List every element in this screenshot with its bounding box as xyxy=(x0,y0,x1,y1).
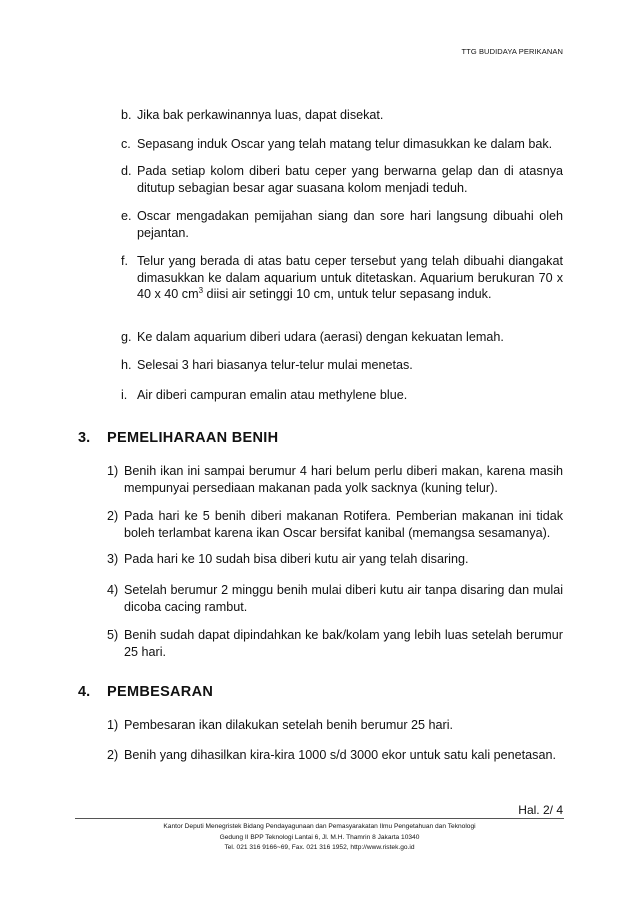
item-text: Pada hari ke 10 sudah bisa diberi kutu air yang telah disaring. xyxy=(124,552,469,566)
list-marker: b. xyxy=(121,108,132,122)
list-text: Pada setiap kolom diberi batu ceper yang berwarna gelap dan di atasnya ditutup sebagian besar agar suasana kolom menjadi teduh. xyxy=(137,164,563,195)
list-text: Telur yang berada di atas batu ceper tersebut yang telah dibuahi diangakat dimasukkan ke dalam aquarium untuk ditetaskan. Aquarium berukuran 70 x 40 x 40 $cm^3$ diisi air setinggi 10 cm, untuk telur sepasang induk. xyxy=(137,254,563,301)
footer xyxy=(75,822,564,854)
item-number: 2) xyxy=(107,748,119,762)
list-item xyxy=(121,136,563,153)
item-text: Setelah berumur 2 minggu benih mulai diberi kutu air tanpa disaring dan mulai dicoba cacing rambut. xyxy=(124,583,563,614)
list-text: Jika bak perkawinannya luas, dapat disekat. xyxy=(137,108,384,122)
list-item xyxy=(121,357,563,374)
numbered-item xyxy=(107,627,563,660)
list-item xyxy=(121,253,563,303)
item-number: 2) xyxy=(107,509,119,523)
item-text: Pada hari ke 5 benih diberi makanan Rotifera. Pemberian makanan ini tidak boleh terlambat karena ikan Oscar bersifat kanibal (memangsa sesamanya). xyxy=(124,509,563,540)
list-marker: c. xyxy=(121,137,131,151)
footer-line-1: Kantor Deputi Menegristek Bidang Pendayagunaan dan Pemasyarakatan Ilmu Pengetahuan dan Teknologi xyxy=(163,823,476,830)
numbered-item xyxy=(107,508,563,541)
list-marker: h. xyxy=(121,358,132,372)
numbered-item xyxy=(107,717,563,734)
list-text: Air diberi campuran emalin atau methylene blue. xyxy=(137,388,408,402)
page-number: Hal. 2/ 4 xyxy=(518,803,563,817)
section-title: PEMELIHARAAN BENIH xyxy=(107,430,279,446)
numbered-item xyxy=(107,551,563,568)
footer-divider xyxy=(75,818,564,819)
running-header: TTG BUDIDAYA PERIKANAN xyxy=(461,47,563,56)
item-text: Pembesaran ikan dilakukan setelah benih berumur 25 hari. xyxy=(124,718,454,732)
item-text: Benih sudah dapat dipindahkan ke bak/kolam yang lebih luas setelah berumur 25 hari. xyxy=(124,628,563,659)
list-item xyxy=(121,163,563,196)
list-marker: f. xyxy=(121,254,128,268)
section-number: 4. xyxy=(78,684,91,700)
numbered-item xyxy=(107,582,563,615)
list-marker: i. xyxy=(121,388,128,402)
list-marker: g. xyxy=(121,330,132,344)
list-item xyxy=(121,329,563,346)
numbered-item xyxy=(107,747,563,764)
footer-line-2: Gedung II BPP Teknologi Lantai 6, Jl. M.H. Thamrin 8 Jakarta 10340 xyxy=(219,833,420,841)
item-text: Benih ikan ini sampai berumur 4 hari belum perlu diberi makan, karena masih mempunyai persediaan makanan pada yolk sacknya (kuning telur). xyxy=(124,464,563,495)
item-number: 1) xyxy=(107,464,119,478)
item-number: 5) xyxy=(107,628,119,642)
item-number: 3) xyxy=(107,552,119,566)
list-item xyxy=(121,107,563,124)
list-marker: d. xyxy=(121,164,132,178)
list-item xyxy=(121,387,563,404)
numbered-item xyxy=(107,463,563,496)
item-number: 4) xyxy=(107,583,119,597)
section-title: PEMBESARAN xyxy=(107,684,214,700)
list-text: Selesai 3 hari biasanya telur-telur mulai menetas. xyxy=(137,358,413,372)
list-text: Ke dalam aquarium diberi udara (aerasi) dengan kekuatan lemah. xyxy=(137,330,504,344)
list-text: Oscar mengadakan pemijahan siang dan sore hari langsung dibuahi oleh pejantan. xyxy=(137,209,563,240)
item-number: 1) xyxy=(107,718,119,732)
list-item xyxy=(121,208,563,241)
list-marker: e. xyxy=(121,209,132,223)
section-number: 3. xyxy=(78,430,91,446)
footer-line-3: Tel. 021 316 9166~69, Fax. 021 316 1952, http://www.ristek.go.id xyxy=(224,844,415,851)
item-text: Benih yang dihasilkan kira-kira 1000 s/d 3000 ekor untuk satu kali penetasan. xyxy=(124,748,556,762)
list-text: Sepasang induk Oscar yang telah matang telur dimasukkan ke dalam bak. xyxy=(137,137,553,151)
